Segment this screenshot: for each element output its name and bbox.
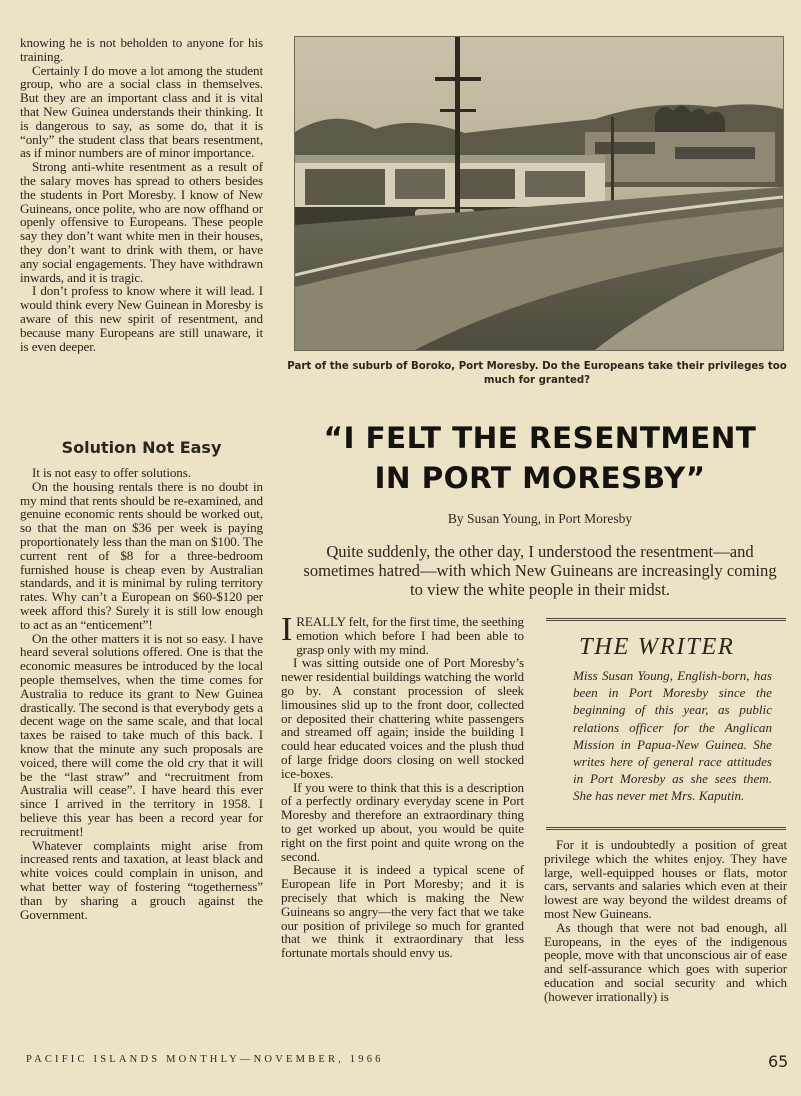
section-subhead: Solution Not Easy [61,438,222,457]
opening-paragraph [281,611,524,657]
paragraph: It is not easy to offer solutions. [32,465,191,480]
photo-illustration [295,37,783,350]
left-column-lower [20,466,263,921]
writer-box-title: THE WRITER [579,633,735,660]
paragraph: I was sitting outside one of Port Moresby’s newer residential buildings watching the world go by. A constant procession of sleek limousines slid up to the front door, collected or deposited their chattering white passengers and streamed off again; inside the building I could hear educated voices and the plush thud of large fridge doors closing on well stocked ice-boxes. [281,655,524,781]
article-headline [310,418,770,498]
middle-column [281,611,524,961]
paragraph: Because it is indeed a typical scene of European life in Port Moresby; and it is precisely that which is making the New Guineans so angry—the very fact that we take our position of privilege so much for granted that we think it extraordinary that less fortunate mortals should envy us. [281,862,524,961]
paragraph: Certainly I do move a lot among the student group, who are a social class in themselves. But they are an important class and it is vital that New Guinea understands their thinking. It is dangerous to say, as some do, that it is “only” the student class that bears resentment, as if minor numbers are of minor importance. [20,62,263,161]
page-number: 65 [768,1052,789,1071]
byline: By Susan Young, in Port Moresby [447,511,633,526]
paragraph: knowing he is not beholden to anyone for his training. [20,35,263,64]
running-footer: PACIFIC ISLANDS MONTHLY—NOVEMBER, 1966 [26,1054,384,1065]
left-column-upper [20,36,263,353]
boroko-suburb-photo [294,36,784,351]
writer-box-body: Miss Susan Young, English-born, has been in Port Moresby since the beginning of this year, as public relations officer for the Anglican Mission in Papua-New Guinea. She writes here of general race attitudes in Port Moresby as she sees them. She has never met Mrs. Kaputin. [573,668,772,804]
opening-paragraph-text: REALLY felt, for the first time, the seething emotion which before I had been able to grasp only with my mind. [296,614,524,657]
paragraph: If you were to think that this is a description of a perfectly ordinary everyday scene in Port Moresby and therefore an extraordinary thing to get worked up about, you would be quite right on the first point and quite wrong on the second. [281,779,524,864]
photo-caption: Part of the suburb of Boroko, Port Moresby. Do the Europeans take their privileges too much for granted? [287,361,787,386]
paragraph: For it is undoubtedly a position of great privilege which the whites enjoy. They have large, well-equipped houses or flats, motor cars, servants and salaries which even at their lowest are way beyond the wildest dreams of most New Guineans. [544,837,787,921]
paragraph: As though that were not bad enough, all Europeans, in the eyes of the indigenous people, move with that unconscious air of ease and self-assurance which goes with superior education and social security and which (however irrationally) is [544,919,787,1004]
headline-line-1: “I FELT THE RESENTMENT [323,421,757,455]
paragraph: Whatever complaints might arise from increased rents and taxation, at least black and white voices could complain in unison, and what better way of fostering “togetherness” than by sharing a grouch against the Government. [20,837,263,922]
lead-paragraph: Quite suddenly, the other day, I understood the resentment—and sometimes hatred—with which New Guineans are increasingly coming to view the white people in their midst. [303,542,777,599]
paragraph: I don’t profess to know where it will lead. I would think every New Guinean in Moresby is aware of this new spirit of resentment, and because many Europeans are still unaware, it is even deeper. [20,283,263,354]
writer-sidebar-box [546,618,786,830]
paragraph: On the other matters it is not so easy. I have heard several solutions offered. One is that the economic measures be introduced by the local people themselves, when the time comes for Australia to reduce its grant to New Guinea drastically. The second is that everybody gets a decent wage on the same scale, and that local taxes be raised to take much of this back. I know that the minute any such proposals are voiced, there will come the old cry that it will be the “last straw” and “recruitment from Australia will cease”. I have heard this ever since I arrived in the territory in 1958. I believe this year has been a record year for recruitment! [20,630,263,839]
right-column [544,838,787,1004]
headline-line-2: IN PORT MORESBY” [374,461,706,495]
drop-cap: I [281,611,293,648]
paragraph: Strong anti-white resentment as a result of the salary moves has spread to others besides the students in Port Moresby. I know of New Guineans, once polite, who are now offhand or openly offensive to Europeans. These people say they don’t want white men in their houses, they don’t want to drink with them, or have any social engagements. They have withdrawn inwards, and it is tragic. [20,159,263,285]
paragraph: On the housing rentals there is no doubt in my mind that rents should be re-examined, and genuine economic rents should be worked out, so that the man on $36 per week is paying proportionately less than the man on $100. The current rent of $8 for a three-bedroom furnished house is cheap even by Australian standards, and it is minimal by ruling territory rates. Why can’t a European on $60-$120 per week afford this? Surely it is still low enough to act as an “enticement”! [20,478,263,632]
